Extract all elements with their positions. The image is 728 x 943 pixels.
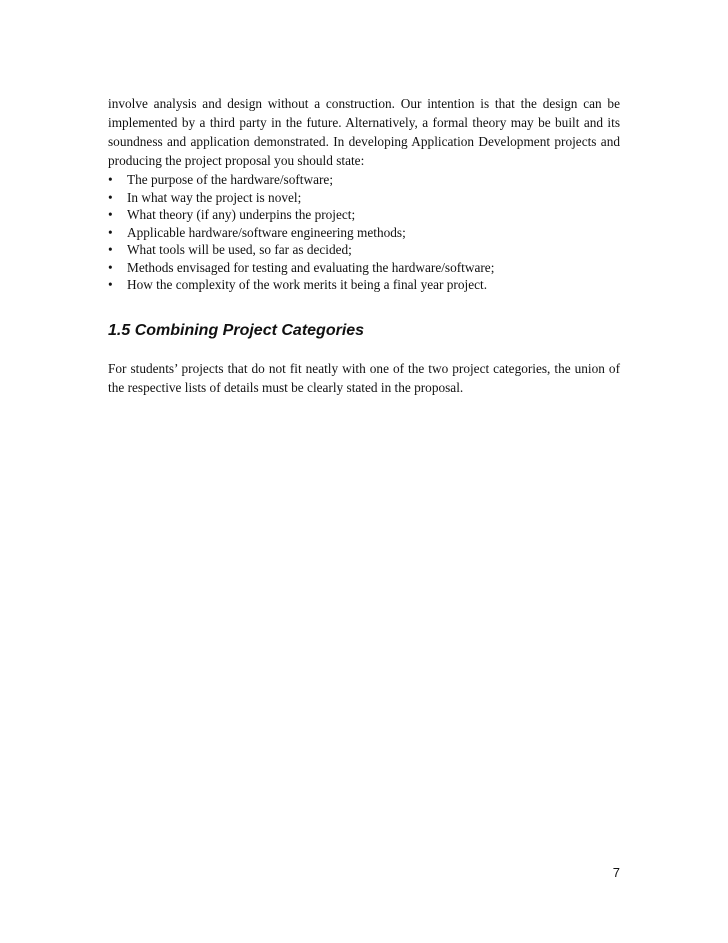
list-item	[108, 189, 620, 207]
list-item-text: How the complexity of the work merits it being a final year project.	[127, 277, 488, 292]
section-heading: 1.5 Combining Project Categories	[108, 322, 365, 339]
bullet-icon: •	[108, 189, 113, 205]
list-item	[108, 241, 620, 259]
requirements-list	[108, 171, 620, 294]
list-item-text: Methods envisaged for testing and evaluating the hardware/software;	[127, 259, 495, 275]
intro-paragraph: involve analysis and design without a construction. Our intention is that the design can be implemented by a third party in the future. Alternatively, a formal theory may be built and its soundness and application demonstrated. In developing Application Development projects and producing the project proposal you should state:	[108, 96, 620, 168]
list-item	[108, 276, 620, 294]
bullet-icon: •	[108, 224, 113, 240]
list-item	[108, 224, 620, 242]
list-item-text: The purpose of the hardware/software;	[127, 172, 334, 187]
bullet-icon: •	[108, 207, 113, 222]
list-item-text: What tools will be used, so far as decided;	[127, 242, 352, 257]
list-item-text: Applicable hardware/software engineering methods;	[127, 224, 406, 240]
bullet-icon: •	[108, 242, 113, 257]
list-item-text: What theory (if any) underpins the project;	[127, 207, 356, 222]
bullet-icon: •	[108, 259, 113, 275]
list-item	[108, 259, 620, 277]
bullet-icon: •	[108, 277, 113, 292]
page-number: 7	[612, 865, 620, 880]
bullet-icon: •	[108, 172, 113, 187]
list-item	[108, 171, 620, 189]
section-paragraph: For students’ projects that do not fit neatly with one of the two project categories, the union of the respective lists of details must be clearly stated in the proposal.	[108, 361, 620, 395]
list-item	[108, 206, 620, 224]
list-item-text: In what way the project is novel;	[127, 189, 302, 205]
